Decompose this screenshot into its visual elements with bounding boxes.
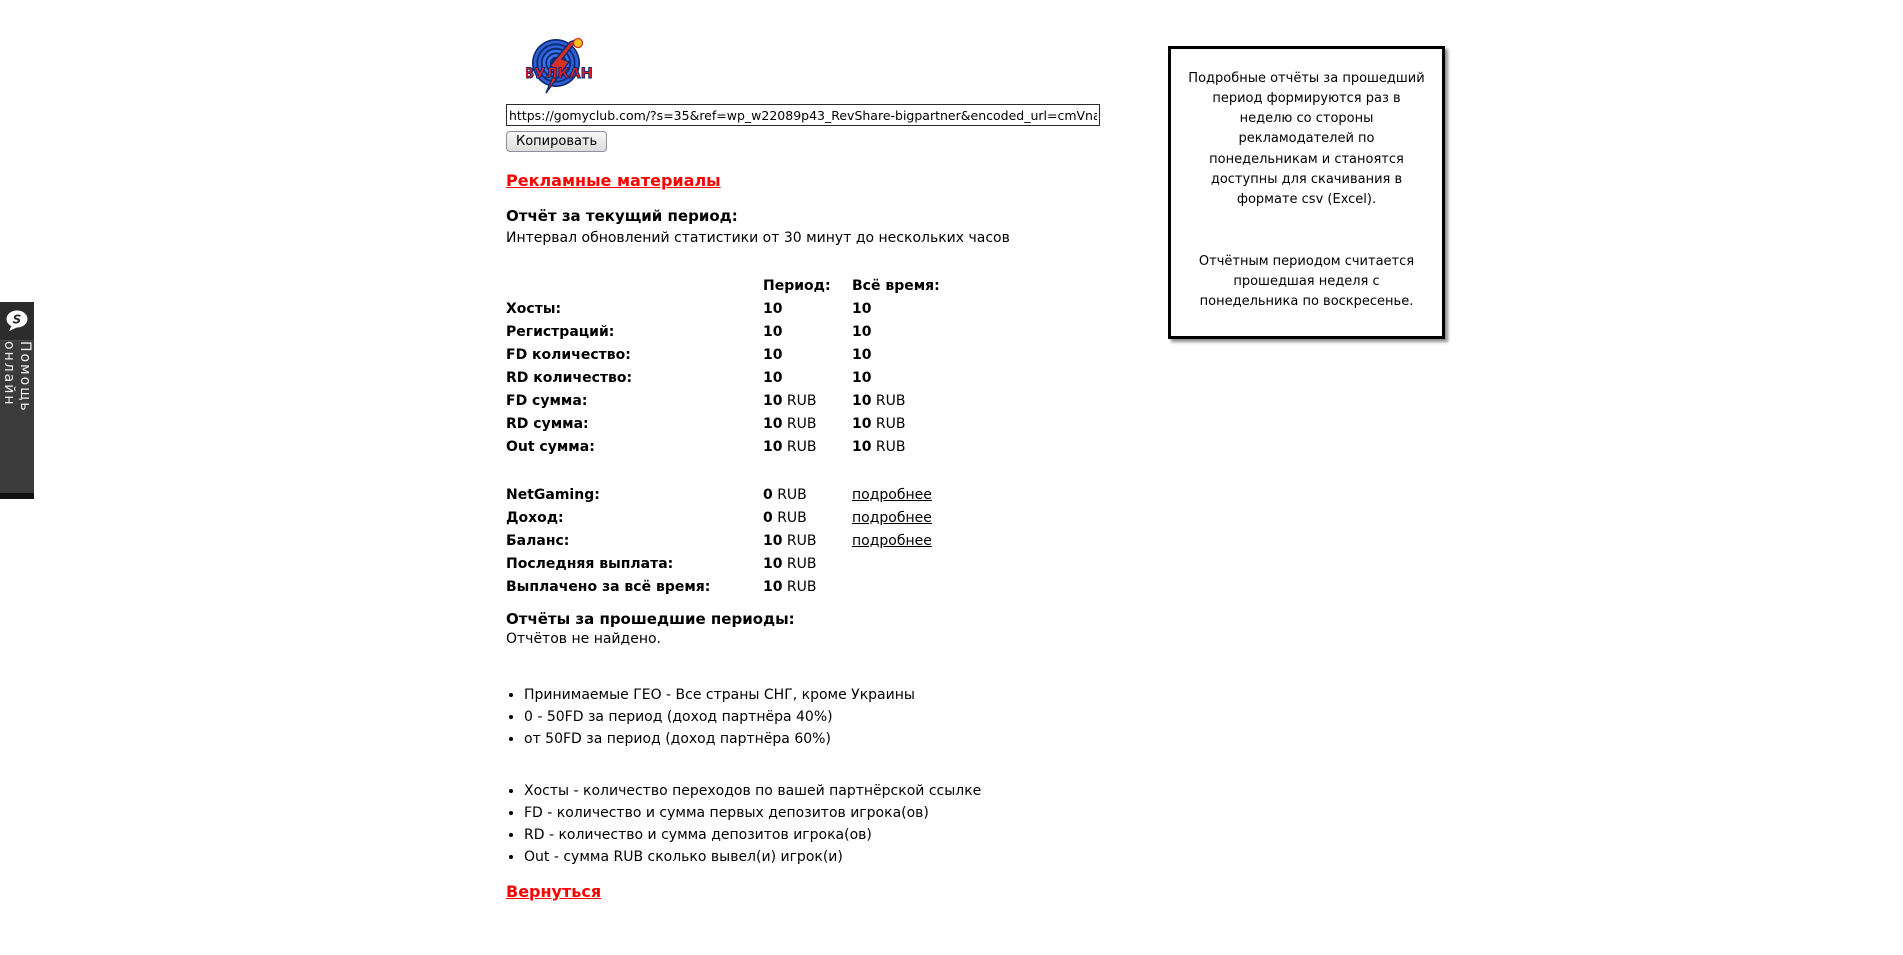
details-link[interactable]: подробнее [852, 533, 932, 549]
stat-alltime-value: 10 RUB [852, 416, 906, 432]
summary-table [506, 484, 1146, 599]
info-box-paragraph-2: Отчётным периодом считается прошедшая неделя с понедельника по воскресенье. [1198, 253, 1415, 310]
col-header-alltime: Всё время: [852, 278, 940, 294]
chat-tab-bottom-strip [0, 493, 34, 499]
stat-period-value: 10 [763, 301, 783, 317]
stat-alltime-value: 10 RUB [852, 439, 906, 455]
stat-period-value: 10 [763, 324, 783, 340]
update-interval-note: Интервал обновлений статистики от 30 минут до нескольких часов [506, 230, 1010, 246]
stat-row-label: FD количество: [506, 347, 631, 363]
stat-period-value: 10 [763, 370, 783, 386]
summary-row-label: Последняя выплата: [506, 556, 674, 572]
help-chat-tab[interactable] [0, 302, 34, 499]
summary-row-label: Доход: [506, 510, 564, 526]
col-header-period: Период: [763, 278, 831, 294]
summary-row-label: NetGaming: [506, 487, 600, 503]
vulkan-logo [526, 36, 592, 98]
stat-row-label: Out сумма: [506, 439, 595, 455]
stat-period-value: 10 [763, 347, 783, 363]
summary-row-extra [852, 507, 982, 530]
past-periods-title: Отчёты за прошедшие периоды: [506, 610, 795, 628]
list-item: • FD - количество и сумма первых депозитов игрока(ов) [524, 802, 1146, 824]
stat-period-value: 10 RUB [763, 439, 817, 455]
stat-alltime-value: 10 [852, 347, 872, 363]
summary-row-value: 10 RUB [763, 556, 817, 572]
main-content [506, 0, 1146, 901]
summary-row-value: 0 RUB [763, 487, 807, 503]
stat-alltime-value: 10 [852, 324, 872, 340]
stat-alltime-value: 10 RUB [852, 393, 906, 409]
list-item: • Хосты - количество переходов по вашей партнёрской ссылке [524, 780, 1146, 802]
list-item: • Принимаемые ГЕО - Все страны СНГ, кроме Украины [524, 684, 1146, 706]
summary-row-label: Выплачено за всё время: [506, 579, 711, 595]
stat-row-label: FD сумма: [506, 393, 588, 409]
list-item: • RD - количество и сумма депозитов игрока(ов) [524, 824, 1146, 846]
table-gap [506, 459, 1146, 484]
reports-info-box [1168, 46, 1445, 339]
stat-row-label: RD сумма: [506, 416, 589, 432]
info-box-paragraph-1: Подробные отчёты за прошедший период формируются раз в неделю со стороны рекламодателей по понедельникам и станоятся доступны для скачивания в формате csv (Excel). [1188, 71, 1425, 207]
back-link[interactable]: Вернуться [506, 882, 602, 901]
summary-row-extra [852, 553, 982, 576]
stat-row-label: Регистраций: [506, 324, 615, 340]
terms-list [506, 684, 1146, 750]
summary-row-extra [852, 530, 982, 553]
stat-row-label: Хосты: [506, 301, 562, 317]
promo-materials-link[interactable]: Рекламные материалы [506, 171, 721, 190]
svg-text:S: S [12, 312, 22, 327]
details-link[interactable]: подробнее [852, 510, 932, 526]
current-period-title: Отчёт за текущий период: [506, 207, 738, 225]
summary-row-value: 10 RUB [763, 533, 817, 549]
stat-alltime-value: 10 [852, 370, 872, 386]
list-item: • 0 - 50FD за период (доход партнёра 40%) [524, 706, 1146, 728]
past-periods-empty: Отчётов не найдено. [506, 631, 661, 647]
summary-row-value: 0 RUB [763, 510, 807, 526]
copy-button[interactable]: Копировать [506, 131, 607, 152]
details-link[interactable]: подробнее [852, 487, 932, 503]
current-period-table [506, 275, 1146, 459]
summary-row-label: Баланс: [506, 533, 570, 549]
logo-brand-text: ВУЛКАН [526, 66, 592, 82]
list-item: • от 50FD за период (доход партнёра 60%) [524, 728, 1146, 750]
chat-bubble-icon[interactable] [0, 302, 34, 340]
summary-row-extra [852, 484, 982, 507]
stat-period-value: 10 RUB [763, 393, 817, 409]
col-header-empty [506, 275, 763, 298]
copy-button-row [506, 126, 1146, 152]
summary-row-extra [852, 576, 982, 599]
stat-alltime-value: 10 [852, 301, 872, 317]
list-item: • Out - сумма RUB сколько вывел(и) игрок(и) [524, 846, 1146, 868]
summary-row-value: 10 RUB [763, 579, 817, 595]
referral-url-input[interactable] [506, 104, 1100, 126]
stat-row-label: RD количество: [506, 370, 633, 386]
stat-period-value: 10 RUB [763, 416, 817, 432]
glossary-list [506, 780, 1146, 868]
help-chat-label[interactable]: Помощь онлайн [0, 340, 34, 493]
